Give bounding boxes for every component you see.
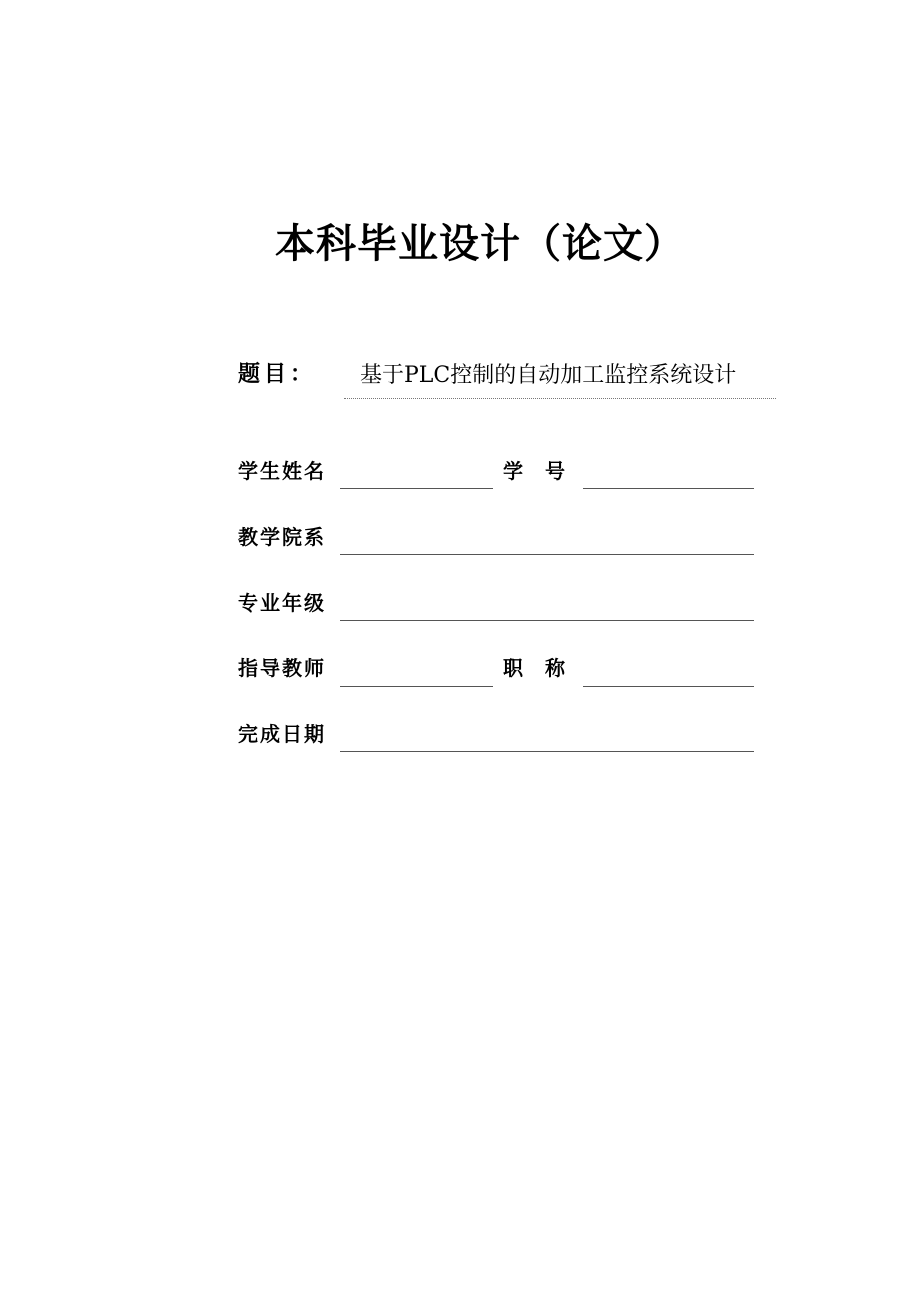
topic-label: 题目：	[238, 361, 317, 387]
page-title: 本科毕业设计（论文）	[275, 220, 685, 267]
student-id-field[interactable]	[583, 488, 754, 489]
advisor-label: 指导教师	[238, 656, 326, 680]
student-name-field[interactable]	[340, 488, 493, 489]
completion-date-label: 完成日期	[238, 722, 326, 746]
student-name-label: 学生姓名	[238, 459, 326, 483]
department-field[interactable]	[340, 554, 754, 555]
major-grade-label: 专业年级	[238, 591, 326, 615]
advisor-field[interactable]	[340, 686, 493, 687]
topic-underline	[344, 398, 776, 399]
major-grade-field[interactable]	[340, 620, 754, 621]
topic-value: 基于PLC控制的自动加工监控系统设计	[360, 363, 737, 388]
completion-date-field[interactable]	[340, 751, 754, 752]
student-id-label: 学号	[503, 459, 587, 483]
title-rank-label: 职称	[503, 656, 587, 680]
department-label: 教学院系	[238, 525, 326, 549]
title-rank-field[interactable]	[583, 686, 754, 687]
